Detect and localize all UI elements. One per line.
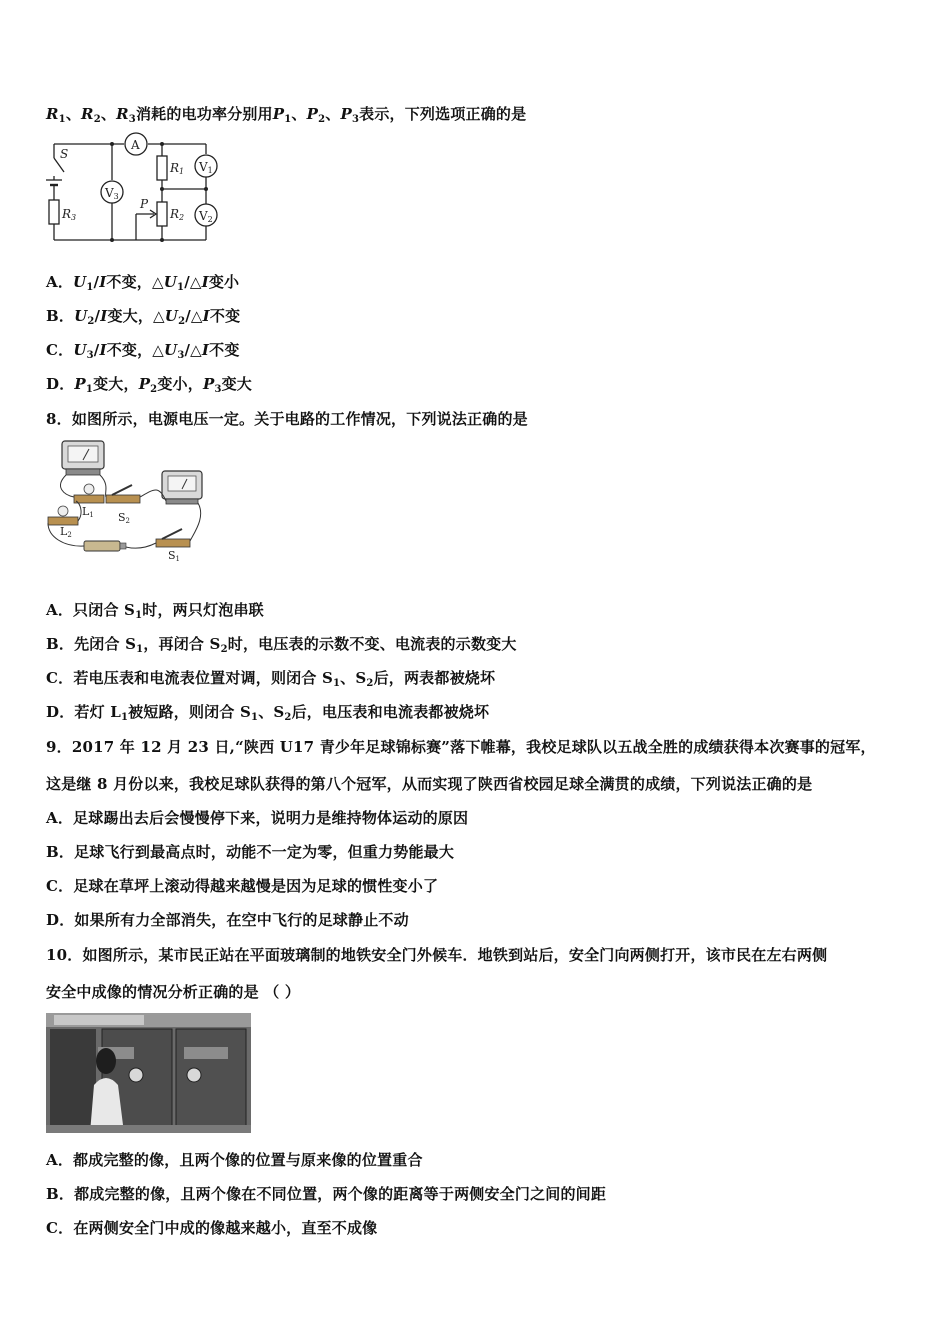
q7-option-c: C．$U_3/I$不变，$\triangle U_3/\triangle I$不变 [46, 341, 240, 361]
svg-text:P: P [140, 197, 149, 211]
q7-intro: $R_1$、$R_2$、$R_3$消耗的电功率分别用$P_1$、$P_2$、$P_3$表示，下列选项正确的是 [46, 105, 527, 125]
q9-stem-line2: 这是继 8 月份以来，我校足球队获得的第八个冠军，从而实现了陕西省校园足球全满贯的成绩，下列说法正确的是 [46, 775, 813, 793]
q9-option-c: C．足球在草坪上滚动得越来越慢是因为足球的惯性变小了 [46, 877, 439, 895]
q8-stem: 8．如图所示，电源电压一定。关于电路的工作情况，下列说法正确的是 [46, 410, 528, 428]
q10-subway-photo [46, 1013, 251, 1133]
figure-labels [60, 505, 180, 563]
q8-option-a: A．只闭合 $S_1$时，两只灯泡串联 [46, 601, 264, 621]
svg-text:R3: R3 [62, 207, 77, 222]
svg-text:V2: V2 [199, 209, 213, 224]
svg-text:V3: V3 [105, 186, 119, 201]
q9-option-b: B．足球飞行到最高点时，动能不一定为零，但重力势能最大 [46, 843, 455, 861]
circuit-labels [60, 138, 213, 224]
q9-option-a: A．足球踢出去后会慢慢停下来，说明力是维持物体运动的原因 [46, 809, 469, 827]
svg-text:S1: S1 [168, 549, 181, 563]
q8-option-d: D．若灯 $L_1$被短路，则闭合 $S_1$、$S_2$后，电压表和电流表都被烧坏 [46, 703, 490, 723]
q10-option-b: B．都成完整的像，且两个像在不同位置，两个像的距离等于两侧安全门之间的间距 [46, 1185, 607, 1203]
svg-text:L1: L1 [82, 505, 94, 519]
q10-stem-line1: 10．如图所示，某市民正站在平面玻璃制的地铁安全门外候车．地铁到站后，安全门向两侧打开，该市民在左右两侧 [46, 946, 828, 964]
svg-text:R2: R2 [170, 207, 185, 222]
svg-text:L2: L2 [60, 525, 72, 539]
svg-text:V1: V1 [199, 160, 213, 175]
q9-stem-line1: 9．2017 年 12 月 23 日,“陕西 U17 青少年足球锦标赛”落下帷幕，我校足球队以五战全胜的成绩获得本次赛事的冠军， [46, 738, 876, 756]
q7-option-b: B．$U_2/I$变大，$\triangle U_2/\triangle I$不变 [46, 307, 241, 327]
svg-text:R1: R1 [170, 161, 185, 176]
svg-text:A: A [131, 138, 140, 152]
q10-option-a: A．都成完整的像，且两个像的位置与原来像的位置重合 [46, 1151, 423, 1169]
q8-option-c: C．若电压表和电流表位置对调，则闭合 $S_1$、$S_2$后，两表都被烧坏 [46, 669, 496, 689]
q7-option-a: A．$U_1/I$不变，$\triangle U_1/\triangle I$变小 [46, 273, 240, 293]
q10-option-c: C．在两侧安全门中成的像越来越小，直至不成像 [46, 1219, 378, 1237]
q10-stem-line2: 安全中成像的情况分析正确的是 （ ） [46, 983, 301, 1001]
q9-option-d: D．如果所有力全部消失，在空中飞行的足球静止不动 [46, 911, 409, 929]
svg-text:S: S [60, 147, 69, 161]
q7-option-d: D．$P_1$变大，$P_2$变小，$P_3$变大 [46, 375, 253, 395]
q8-option-b: B．先闭合 $S_1$，再闭合 $S_2$时，电压表的示数不变、电流表的示数变大 [46, 635, 517, 655]
q8-physical-circuit-figure [44, 437, 209, 565]
q7-circuit-diagram [44, 132, 224, 247]
svg-text:S2: S2 [118, 511, 131, 525]
